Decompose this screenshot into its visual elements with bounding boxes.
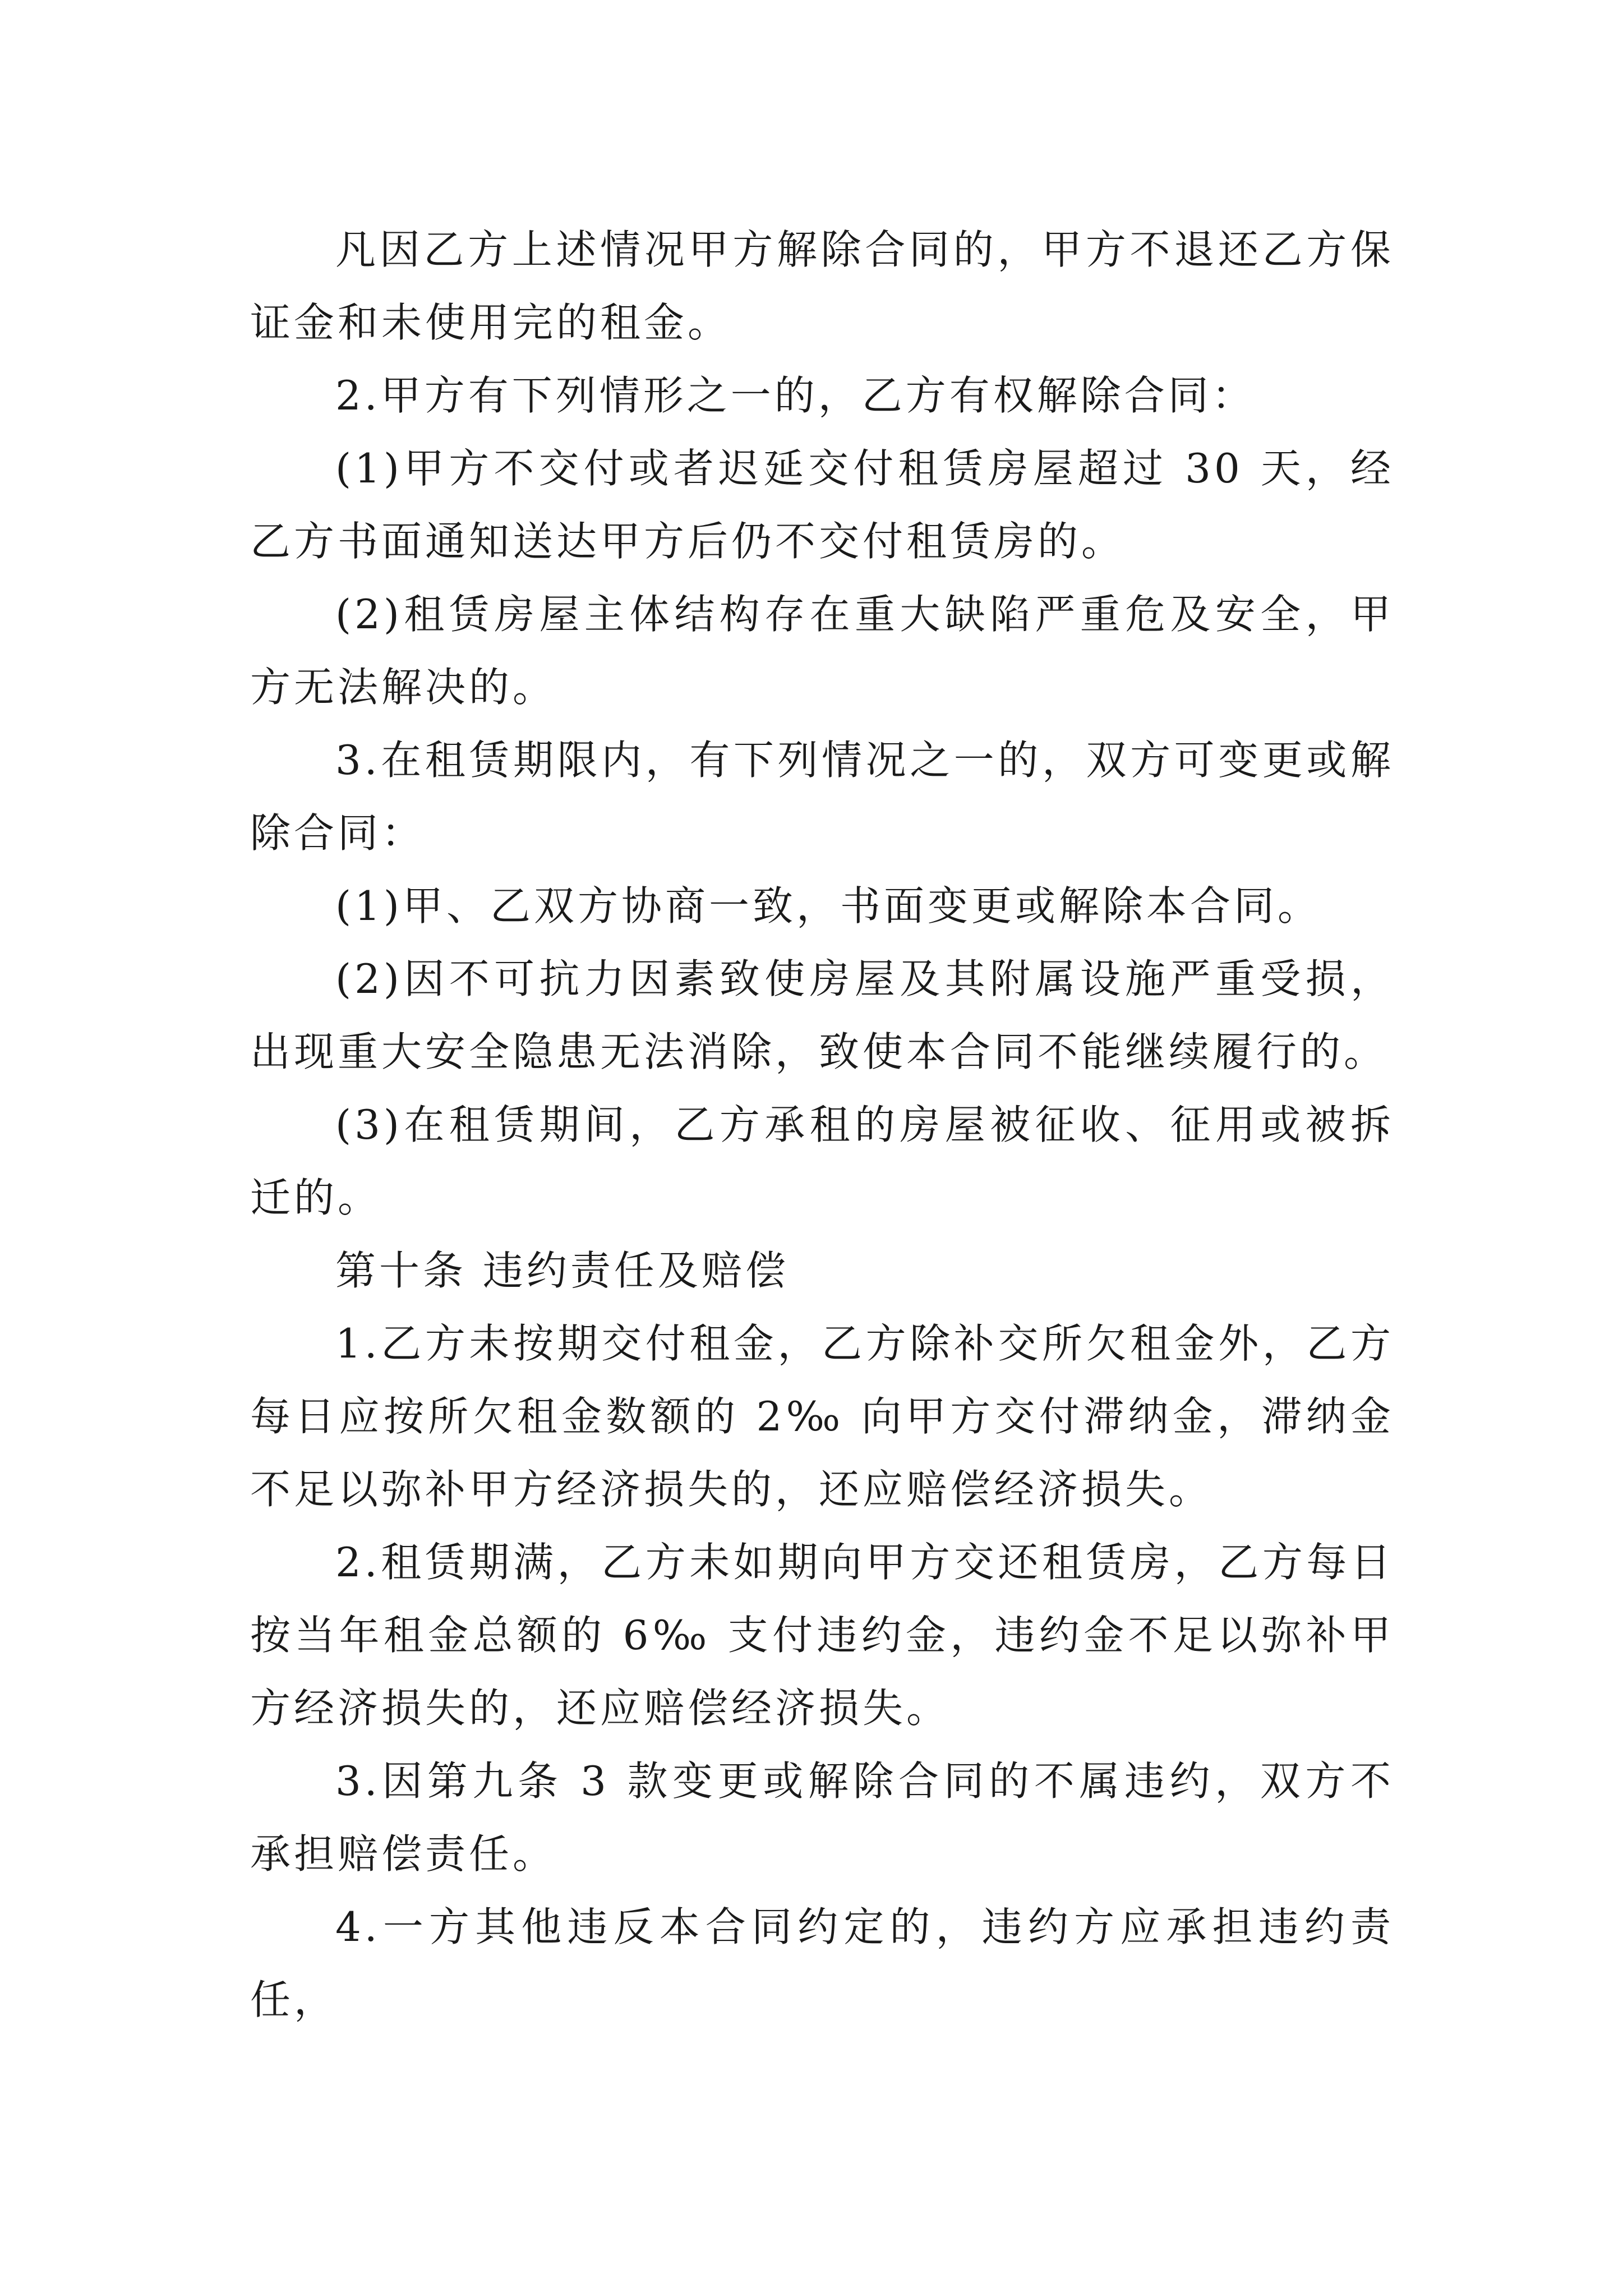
paragraph-clause-3: 3.在租赁期限内，有下列情况之一的，双方可变更或解除合同： (250, 737, 1394, 857)
paragraph-article-10-item-1: 1.乙方未按期交付租金，乙方除补交所欠租金外，乙方每日应按所欠租金数额的 2‰ 向甲方交付滞纳金，滞纳金不足以弥补甲方经济损失的，还应赔偿经济损失。 (250, 1320, 1394, 1513)
paragraph-clause-3-item-2: (2)因不可抗力因素致使房屋及其附属设施严重受损，出现重大安全隐患无法消除，致使本合同不能继续履行的。 (250, 955, 1394, 1075)
paragraph-article-10-item-2: 2.租赁期满，乙方未如期向甲方交还租赁房，乙方每日按当年租金总额的 6‰ 支付违约金，违约金不足以弥补甲方经济损失的，还应赔偿经济损失。 (250, 1539, 1394, 1732)
paragraph-clause-3-item-1: (1)甲、乙双方协商一致，书面变更或解除本合同。 (335, 882, 1321, 930)
paragraph-clause-2-item-2: (2)租赁房屋主体结构存在重大缺陷严重危及安全，甲方无法解决的。 (250, 591, 1394, 711)
paragraph-clause-2-item-1: (1)甲方不交付或者迟延交付租赁房屋超过 30 天，经乙方书面通知送达甲方后仍不交付租赁房的。 (250, 445, 1394, 565)
paragraph-article-10-item-3: 3.因第九条 3 款变更或解除合同的不属违约，双方不承担赔偿责任。 (250, 1757, 1394, 1878)
document-body (250, 213, 1394, 2036)
paragraph-deposit-forfeit: 凡因乙方上述情况甲方解除合同的，甲方不退还乙方保证金和未使用完的租金。 (250, 226, 1394, 346)
section-heading-article-10: 第十条 违约责任及赔偿 (335, 1247, 789, 1294)
paragraph-clause-3-item-3: (3)在租赁期间，乙方承租的房屋被征收、征用或被拆迁的。 (250, 1101, 1394, 1221)
paragraph-article-10-item-4: 4.一方其他违反本合同约定的，违约方应承担违约责任， (250, 1903, 1394, 2023)
paragraph-clause-2: 2.甲方有下列情形之一的，乙方有权解除合同： (335, 372, 1256, 419)
